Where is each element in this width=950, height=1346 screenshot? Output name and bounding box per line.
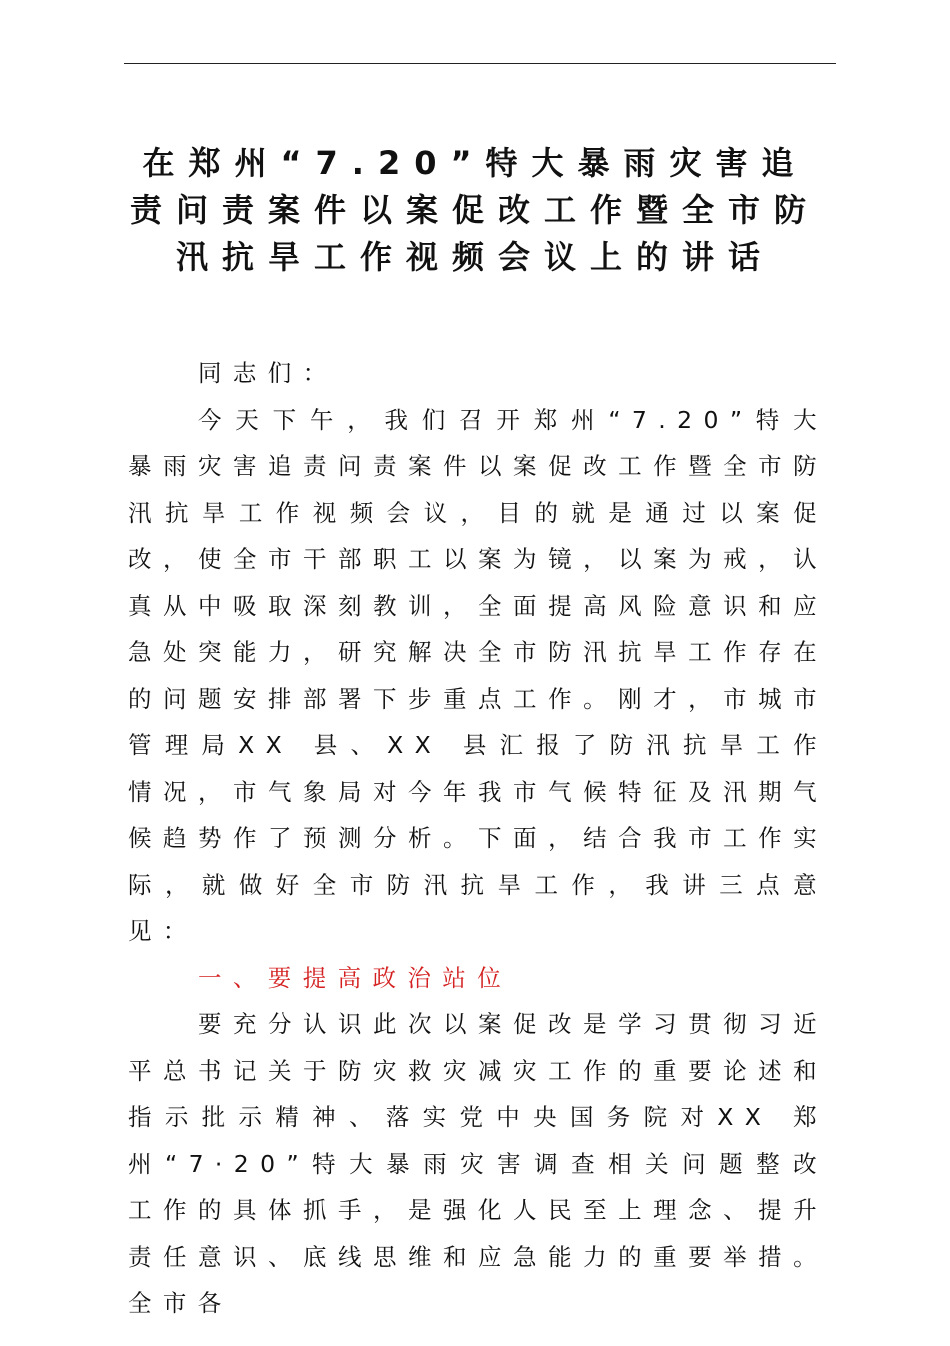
section-heading: 一、要提高政治站位	[198, 963, 513, 992]
salutation: 同志们：	[198, 359, 338, 387]
document-body	[128, 350, 828, 1327]
body-paragraph: 今天下午，我们召开郑州“7.20”特大暴雨灾害追责问责案件以案促改工作暨全市防汛抗旱工作视频会议，目的就是通过以案促改，使全市干部职工以案为镜，以案为戒，认真从中吸取深刻教训，全面提高风险意识和应急处突能力，研究解决全市防汛抗旱工作存在的问题安排部署下步重点工作。刚才，市城市管理局XX 县、XX 县汇报了防汛抗旱工作情况，市气象局对今年我市气候特征及汛期气候趋势作了预测分析。下面，结合我市工作实际，就做好全市防汛抗旱工作，我讲三点意见：	[128, 405, 828, 945]
section-paragraph: 要充分认识此次以案促改是学习贯彻习近平总书记关于防灾救灾减灾工作的重要论述和指示批示精神、落实党中央国务院对XX 郑州“7·20”特大暴雨灾害调查相关问题整改工作的具体抓手，是强化人民至上理念、提升责任意识、底线思维和应急能力的重要举措。全市各	[128, 1010, 828, 1317]
header-rule	[124, 63, 836, 64]
document-title: 在郑州“7.20”特大暴雨灾害追责问责案件以案促改工作暨全市防汛抗旱工作视频会议上的讲话	[129, 144, 820, 276]
